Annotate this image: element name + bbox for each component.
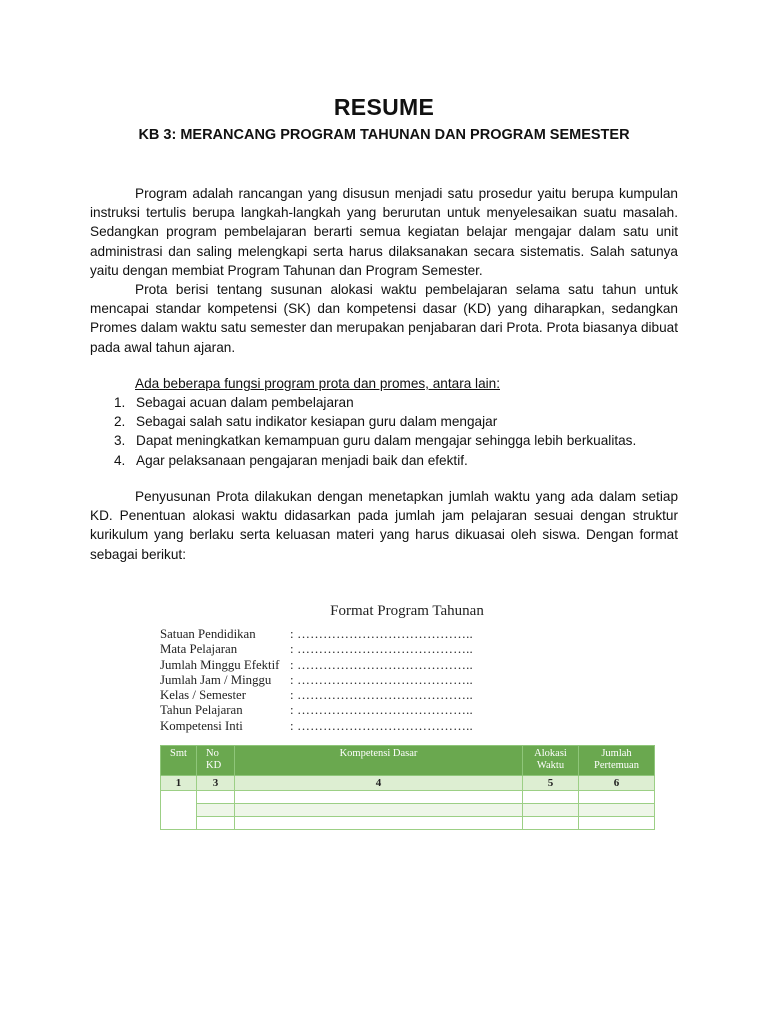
list-heading-text: Ada beberapa fungsi program prota dan promes, antara lain: [135,376,500,391]
header-kompetensi-dasar: Kompetensi Dasar [235,746,523,776]
field-value: : ………………………………….. [290,718,473,733]
field-row [160,703,654,718]
header-alokasi-waktu: Alokasi Waktu [523,746,579,776]
field-label: Jumlah Jam / Minggu [160,672,272,687]
paragraph-prota: Prota berisi tentang susunan alokasi waktu pembelajaran selama satu tahun untuk mencapai standar kompetensi (SK) dan kompetensi dasar (KD) yang diharapkan, sedangkan Promes dalam waktu satu semester dan merupakan penjabaran dari Prota. Prota biasanya dibuat pada awal tahun ajaran. [90,282,678,355]
table-row [161,776,655,791]
list-item-number: 3. [114,433,126,449]
table-row [161,817,655,830]
table-cell [523,804,579,817]
header-smt: Smt [161,746,197,776]
format-program-tahunan [160,600,654,789]
list-heading [90,374,678,393]
list-item-number: 4. [114,452,126,468]
field-label: Kompetensi Inti [160,718,243,733]
table-row [161,804,655,817]
table-cell: 3 [197,776,235,791]
list-item [90,412,678,431]
field-value: : ………………………………….. [290,657,473,672]
list-item-text: Dapat meningkatkan kemampuan guru dalam mengajar sehingga lebih berkualitas. [136,433,637,449]
list-item-text: Sebagai acuan dalam pembelajaran [136,395,354,410]
field-label: Tahun Pelajaran [160,703,243,718]
table-row [161,791,655,804]
field-row [160,673,654,688]
field-row [160,658,654,673]
table-cell: 1 [161,776,197,791]
field-row [160,719,654,734]
table-cell [161,791,197,830]
table-cell [523,817,579,830]
table-cell: 6 [579,776,655,791]
table-cell [235,804,523,817]
function-list [90,393,678,470]
field-value: : ………………………………….. [290,642,473,657]
list-item-number: 1. [114,395,126,410]
field-value: : ………………………………….. [290,627,473,641]
list-item-text: Sebagai salah satu indikator kesiapan guru dalam mengajar [136,414,498,430]
prota-table [160,745,655,830]
table-header-row [161,746,655,776]
field-row [160,688,654,703]
page-title: RESUME [333,94,435,120]
field-value: : ………………………………….. [290,672,473,687]
field-label: Kelas / Semester [160,688,246,703]
format-title: Format Program Tahunan [330,603,484,619]
field-label: Jumlah Minggu Efektif [160,657,280,672]
table-cell [235,817,523,830]
list-item-number: 2. [114,414,126,430]
table-cell [579,817,655,830]
field-label: Satuan Pendidikan [160,627,256,641]
table-cell [197,817,235,830]
table-cell [197,804,235,817]
paragraph-penyusunan: Penyusunan Prota dilakukan dengan menetapkan jumlah waktu yang ada dalam setiap KD. Penentuan alokasi waktu didasarkan pada jumlah jam pelajaran sesuai dengan struktur kurikulum yang berlaku serta keluasan materi yang harus dikuasai oleh siswa. Dengan format sebagai berikut: [90,489,678,562]
field-label: Mata Pelajaran [160,642,238,657]
field-row [160,627,654,642]
page-subtitle: KB 3: MERANCANG PROGRAM TAHUNAN DAN PROGRAM SEMESTER [138,127,630,143]
format-fields [160,627,654,734]
table-cell [579,791,655,804]
paragraph-program: Program adalah rancangan yang disusun menjadi satu prosedur yaitu berupa kumpulan instruksi tertulis berupa langkah-langkah yang berurutan untuk menyelesaikan suatu masalah. Sedangkan program pembelajaran berarti semua kegiatan belajar mengajar dalam satu unit administrasi dan saling melengkapi serta harus dilaksanakan secara sistematis. Salah satunya yaitu dengan membiat Program Tahunan dan Program Semester. [90,186,678,278]
field-row [160,642,654,657]
table-cell [523,791,579,804]
list-item [90,393,678,412]
table-cell: 4 [235,776,523,791]
table-cell: 5 [523,776,579,791]
field-value: : ………………………………….. [290,703,473,718]
header-no-kd: No KD [197,746,235,776]
table-cell [235,791,523,804]
list-item-text: Agar pelaksanaan pengajaran menjadi baik dan efektif. [136,452,468,468]
field-value: : ………………………………….. [290,688,473,703]
table-cell [579,804,655,817]
table-cell [197,791,235,804]
list-item [90,431,678,450]
header-jumlah-pertemuan: Jumlah Pertemuan [579,746,655,776]
list-item [90,451,678,470]
